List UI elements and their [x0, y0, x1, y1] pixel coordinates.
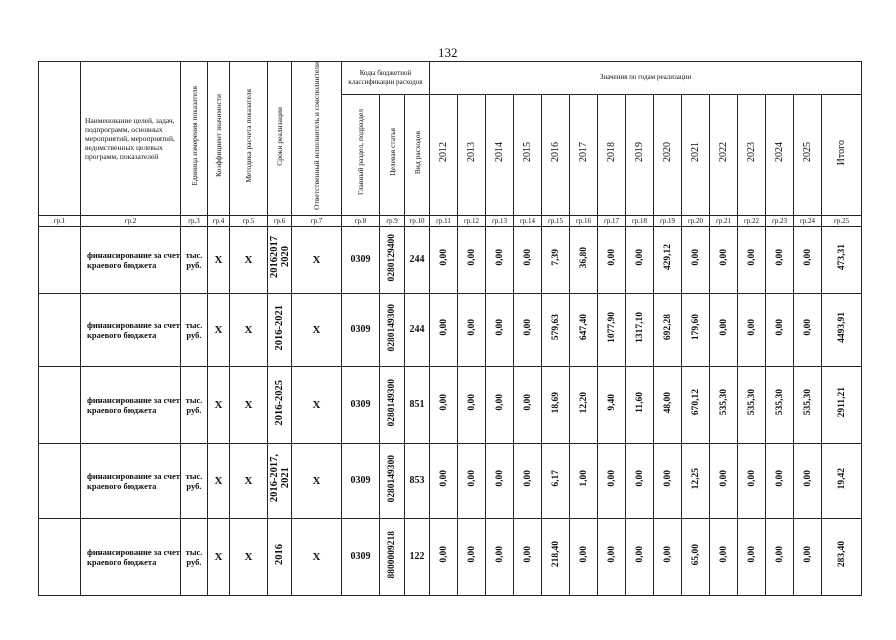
group-number: гр.13 — [486, 215, 514, 226]
row-value: 0,00 — [494, 319, 505, 336]
row-value-cell — [626, 518, 654, 595]
header-total-cell — [822, 94, 862, 215]
row-value: 0,00 — [746, 470, 757, 487]
row-section: 0309 — [342, 366, 380, 443]
row-value: 12,20 — [578, 391, 589, 413]
header-year-cell — [430, 94, 458, 215]
row-value-cell — [682, 226, 710, 293]
row-value: 0,00 — [466, 394, 477, 411]
group-number: гр.10 — [405, 215, 430, 226]
row-value: 0,00 — [802, 546, 813, 563]
row-value: 535,30 — [802, 389, 813, 416]
row-value-cell — [794, 366, 822, 443]
group-number-row — [39, 215, 862, 226]
row-value: 179,60 — [690, 314, 701, 341]
row-value-cell — [570, 293, 598, 366]
row-value-cell — [598, 443, 626, 518]
row-desc: финансирование за счет краевого бюджета — [81, 293, 181, 366]
row-value-cell — [654, 443, 682, 518]
row-value-cell — [738, 518, 766, 595]
header-year-cell — [766, 94, 794, 215]
row-executor: Х — [292, 443, 342, 518]
row-value-cell — [458, 366, 486, 443]
group-number: гр.2 — [81, 215, 181, 226]
group-number: гр.19 — [654, 215, 682, 226]
header-year: 2016 — [550, 142, 561, 163]
row-value-cell — [598, 366, 626, 443]
row-total: 19,42 — [836, 467, 847, 489]
row-value: 48,00 — [662, 391, 673, 413]
row-value: 0,00 — [494, 249, 505, 266]
header-values-group: Значения по годам реализации — [430, 62, 862, 95]
row-terms: 2016-2025 — [274, 379, 285, 426]
header-name: Наименование целей, задач, подпрограмм, основных мероприятий, мероприятий, ведомственных целевых программ, показателей — [81, 62, 181, 216]
group-number: гр.5 — [230, 215, 268, 226]
row-executor: Х — [292, 366, 342, 443]
row-value: 1,00 — [578, 470, 589, 487]
row-target: 0280149300 — [387, 303, 397, 352]
row-value: 535,30 — [774, 389, 785, 416]
row-value: 0,00 — [774, 470, 785, 487]
row-target: 8800009218 — [387, 530, 397, 579]
row-value-cell — [738, 293, 766, 366]
row-value-cell — [514, 293, 542, 366]
row-total-cell — [822, 366, 862, 443]
row-value: 0,00 — [606, 470, 617, 487]
header-coef-cell — [208, 62, 230, 216]
header-unit-cell — [181, 62, 208, 216]
row-terms-cell — [268, 226, 292, 293]
table-row — [39, 293, 862, 366]
row-executor: Х — [292, 226, 342, 293]
group-number: гр.6 — [268, 215, 292, 226]
header-year-cell — [710, 94, 738, 215]
header-col1 — [39, 62, 81, 216]
row-value: 0,00 — [438, 319, 449, 336]
row-value-cell — [654, 226, 682, 293]
row-value-cell — [682, 443, 710, 518]
header-year-cell — [794, 94, 822, 215]
row-value-cell — [766, 518, 794, 595]
row-coef: Х — [208, 293, 230, 366]
header-terms-cell — [268, 62, 292, 216]
row-total: 283,40 — [836, 541, 847, 568]
row-total-cell — [822, 443, 862, 518]
row-total: 4493,91 — [836, 311, 847, 343]
row-value: 0,00 — [802, 319, 813, 336]
budget-table — [38, 61, 862, 596]
row-value: 0,00 — [802, 249, 813, 266]
row-value-cell — [794, 443, 822, 518]
header-section: Главный раздел, подраздел — [356, 109, 365, 196]
row-total-cell — [822, 518, 862, 595]
row-value-cell — [710, 226, 738, 293]
row-value-cell — [430, 443, 458, 518]
header-codes-group: Коды бюджетной классификации расходов — [342, 62, 430, 95]
row-value-cell — [458, 293, 486, 366]
row-coef: Х — [208, 366, 230, 443]
row-value: 0,00 — [662, 546, 673, 563]
row-terms: 20162017 2020 — [268, 236, 291, 279]
row-value: 0,00 — [438, 470, 449, 487]
row-target-cell — [380, 443, 405, 518]
header-total: Итого — [836, 139, 848, 165]
row-value: 0,00 — [774, 249, 785, 266]
row-col1 — [39, 443, 81, 518]
row-section: 0309 — [342, 518, 380, 595]
row-value: 0,00 — [522, 394, 533, 411]
row-value-cell — [430, 226, 458, 293]
header-section-cell — [342, 94, 380, 215]
header-terms: Сроки реализации — [275, 106, 284, 166]
row-value: 18,69 — [550, 391, 561, 413]
row-value: 0,00 — [634, 546, 645, 563]
table-row — [39, 443, 862, 518]
row-value: 0,00 — [774, 319, 785, 336]
row-value: 9,40 — [606, 394, 617, 411]
row-value-cell — [710, 293, 738, 366]
row-value-cell — [542, 443, 570, 518]
row-value-cell — [654, 518, 682, 595]
group-number: гр.12 — [458, 215, 486, 226]
page-number: 132 — [438, 45, 458, 60]
header-year-cell — [626, 94, 654, 215]
row-value-cell — [766, 366, 794, 443]
row-value-cell — [598, 518, 626, 595]
row-value-cell — [542, 293, 570, 366]
row-value-cell — [486, 443, 514, 518]
row-value-cell — [514, 518, 542, 595]
group-number: гр.3 — [181, 215, 208, 226]
row-value-cell — [514, 366, 542, 443]
row-value: 0,00 — [606, 546, 617, 563]
row-total: 473,31 — [836, 244, 847, 271]
row-value-cell — [542, 366, 570, 443]
row-value: 0,00 — [746, 249, 757, 266]
header-row-top — [39, 62, 862, 95]
row-value: 36,80 — [578, 246, 589, 268]
row-value-cell — [710, 443, 738, 518]
row-value-cell — [626, 443, 654, 518]
row-value: 65,00 — [690, 543, 701, 565]
row-value: 0,00 — [634, 249, 645, 266]
group-number: гр.1 — [39, 215, 81, 226]
header-year: 2017 — [578, 142, 589, 163]
row-value: 0,00 — [466, 470, 477, 487]
row-value-cell — [598, 226, 626, 293]
header-executor: Ответственный исполнитель и соисполнители — [312, 62, 321, 210]
row-value-cell — [486, 293, 514, 366]
header-year-cell — [486, 94, 514, 215]
row-value-cell — [766, 293, 794, 366]
row-value-cell — [514, 443, 542, 518]
group-number: гр.11 — [430, 215, 458, 226]
row-unit: тыс. руб. — [181, 226, 208, 293]
row-value-cell — [486, 518, 514, 595]
row-expense: 851 — [405, 366, 430, 443]
row-value-cell — [794, 518, 822, 595]
row-value-cell — [626, 293, 654, 366]
header-executor-cell — [292, 62, 342, 216]
header-year: 2021 — [690, 142, 701, 163]
row-value: 0,00 — [522, 319, 533, 336]
row-col1 — [39, 366, 81, 443]
row-value: 692,28 — [662, 314, 673, 341]
header-year: 2015 — [522, 142, 533, 163]
row-value-cell — [682, 366, 710, 443]
row-value: 0,00 — [690, 249, 701, 266]
row-value-cell — [514, 226, 542, 293]
row-coef: Х — [208, 443, 230, 518]
header-year-cell — [570, 94, 598, 215]
row-target-cell — [380, 226, 405, 293]
header-year-cell — [598, 94, 626, 215]
header-year-cell — [514, 94, 542, 215]
row-value: 0,00 — [746, 546, 757, 563]
row-terms-cell — [268, 293, 292, 366]
row-desc: финансирование за счет краевого бюджета — [81, 366, 181, 443]
row-value: 0,00 — [802, 470, 813, 487]
row-desc: финансирование за счет краевого бюджета — [81, 226, 181, 293]
row-method: Х — [230, 443, 268, 518]
row-value-cell — [570, 518, 598, 595]
row-section: 0309 — [342, 293, 380, 366]
group-number: гр.21 — [710, 215, 738, 226]
row-value: 0,00 — [438, 394, 449, 411]
header-year: 2020 — [662, 142, 673, 163]
row-value-cell — [542, 226, 570, 293]
row-terms-cell — [268, 518, 292, 595]
row-value: 0,00 — [774, 546, 785, 563]
row-value: 0,00 — [662, 470, 673, 487]
row-value-cell — [598, 293, 626, 366]
header-year-cell — [458, 94, 486, 215]
row-value: 0,00 — [466, 546, 477, 563]
row-terms-cell — [268, 366, 292, 443]
row-total: 2911,21 — [836, 387, 847, 418]
header-unit: Единица измерения показателя — [189, 86, 199, 186]
row-value-cell — [486, 226, 514, 293]
group-number: гр.25 — [822, 215, 862, 226]
row-value-cell — [430, 366, 458, 443]
row-value-cell — [710, 518, 738, 595]
row-value-cell — [654, 366, 682, 443]
table-row — [39, 226, 862, 293]
group-number: гр.23 — [766, 215, 794, 226]
row-unit: тыс. руб. — [181, 293, 208, 366]
row-value-cell — [626, 226, 654, 293]
row-value: 0,00 — [466, 249, 477, 266]
row-desc: финансирование за счет краевого бюджета — [81, 443, 181, 518]
group-number: гр.7 — [292, 215, 342, 226]
row-col1 — [39, 293, 81, 366]
row-value: 12,25 — [690, 467, 701, 489]
header-year-cell — [542, 94, 570, 215]
row-total-cell — [822, 226, 862, 293]
group-number: гр.18 — [626, 215, 654, 226]
header-year: 2024 — [774, 142, 785, 163]
row-value-cell — [486, 366, 514, 443]
table-row — [39, 518, 862, 595]
row-value-cell — [682, 293, 710, 366]
row-terms: 2016-2021 — [274, 304, 285, 351]
row-value: 0,00 — [522, 249, 533, 266]
row-unit: тыс. руб. — [181, 518, 208, 595]
row-value: 0,00 — [718, 249, 729, 266]
row-target-cell — [380, 518, 405, 595]
row-value: 535,30 — [746, 389, 757, 416]
row-coef: Х — [208, 518, 230, 595]
group-number: гр.9 — [380, 215, 405, 226]
group-number: гр.22 — [738, 215, 766, 226]
row-value: 0,00 — [438, 249, 449, 266]
row-value-cell — [570, 226, 598, 293]
header-expense-cell — [405, 94, 430, 215]
row-target-cell — [380, 293, 405, 366]
row-value: 0,00 — [494, 546, 505, 563]
table-row — [39, 366, 862, 443]
header-method-cell — [230, 62, 268, 216]
row-value: 0,00 — [718, 470, 729, 487]
row-value-cell — [794, 293, 822, 366]
row-terms-cell — [268, 443, 292, 518]
row-executor: Х — [292, 518, 342, 595]
header-year: 2023 — [746, 142, 757, 163]
group-number: гр.17 — [598, 215, 626, 226]
header-year: 2012 — [438, 142, 449, 163]
row-value-cell — [766, 226, 794, 293]
row-section: 0309 — [342, 443, 380, 518]
row-value: 0,00 — [438, 546, 449, 563]
row-value: 0,00 — [606, 249, 617, 266]
header-year: 2014 — [494, 142, 505, 163]
row-target: 0280129400 — [387, 233, 397, 282]
row-target: 0280149300 — [387, 454, 397, 503]
row-total-cell — [822, 293, 862, 366]
row-section: 0309 — [342, 226, 380, 293]
row-value: 579,63 — [550, 314, 561, 341]
row-expense: 244 — [405, 293, 430, 366]
row-method: Х — [230, 366, 268, 443]
row-target: 0280149300 — [387, 378, 397, 427]
row-value: 7,39 — [550, 249, 561, 266]
row-method: Х — [230, 293, 268, 366]
group-number: гр.4 — [208, 215, 230, 226]
row-value: 0,00 — [718, 319, 729, 336]
row-value-cell — [458, 226, 486, 293]
row-value-cell — [430, 293, 458, 366]
row-unit: тыс. руб. — [181, 366, 208, 443]
header-year: 2018 — [606, 142, 617, 163]
row-value-cell — [738, 226, 766, 293]
header-year: 2013 — [466, 142, 477, 163]
header-year: 2019 — [634, 142, 645, 163]
row-value-cell — [626, 366, 654, 443]
row-value-cell — [794, 226, 822, 293]
row-expense: 122 — [405, 518, 430, 595]
row-value-cell — [654, 293, 682, 366]
row-value: 0,00 — [634, 470, 645, 487]
row-executor: Х — [292, 293, 342, 366]
row-value: 0,00 — [494, 470, 505, 487]
header-year-cell — [738, 94, 766, 215]
group-number: гр.8 — [342, 215, 380, 226]
header-coef: Коэффициент значимости — [214, 94, 223, 178]
row-coef: Х — [208, 226, 230, 293]
row-value-cell — [458, 443, 486, 518]
row-col1 — [39, 518, 81, 595]
row-value: 535,30 — [718, 389, 729, 416]
row-terms: 2016-2017, 2021 — [268, 454, 291, 503]
row-value-cell — [738, 443, 766, 518]
header-year-cell — [654, 94, 682, 215]
row-target-cell — [380, 366, 405, 443]
row-value: 0,00 — [494, 394, 505, 411]
row-value: 0,00 — [522, 546, 533, 563]
row-value: 647,40 — [578, 314, 589, 341]
row-method: Х — [230, 226, 268, 293]
header-target-cell — [380, 94, 405, 215]
row-value: 0,00 — [718, 546, 729, 563]
header-method: Методика расчета показателя — [244, 89, 253, 183]
row-expense: 244 — [405, 226, 430, 293]
row-expense: 853 — [405, 443, 430, 518]
row-value: 1317,10 — [634, 311, 645, 343]
row-terms: 2016 — [274, 543, 285, 565]
row-method: Х — [230, 518, 268, 595]
row-value: 6,17 — [550, 470, 561, 487]
row-value: 0,00 — [746, 319, 757, 336]
row-value-cell — [710, 366, 738, 443]
row-value: 429,12 — [662, 244, 673, 271]
row-col1 — [39, 226, 81, 293]
group-number: гр.14 — [514, 215, 542, 226]
row-value: 11,60 — [634, 391, 645, 413]
row-value: 0,00 — [578, 546, 589, 563]
row-value-cell — [430, 518, 458, 595]
row-value: 1077,90 — [606, 311, 617, 343]
row-value-cell — [458, 518, 486, 595]
group-number: гр.16 — [570, 215, 598, 226]
row-desc: финансирование за счет краевого бюджета — [81, 518, 181, 595]
row-value: 670,12 — [690, 389, 701, 416]
header-expense: Вид расходов — [412, 130, 422, 174]
header-year-cell — [682, 94, 710, 215]
header-target: Целевая статья — [387, 128, 397, 177]
header-year: 2022 — [718, 142, 729, 163]
row-value: 0,00 — [522, 470, 533, 487]
group-number: гр.20 — [682, 215, 710, 226]
group-number: гр.24 — [794, 215, 822, 226]
row-value-cell — [682, 518, 710, 595]
row-value-cell — [766, 443, 794, 518]
row-value-cell — [570, 366, 598, 443]
row-value-cell — [542, 518, 570, 595]
row-value-cell — [570, 443, 598, 518]
row-value: 218,40 — [550, 541, 561, 568]
header-year: 2025 — [802, 142, 813, 163]
row-value-cell — [738, 366, 766, 443]
group-number: гр.15 — [542, 215, 570, 226]
row-value: 0,00 — [466, 319, 477, 336]
row-unit: тыс. руб. — [181, 443, 208, 518]
